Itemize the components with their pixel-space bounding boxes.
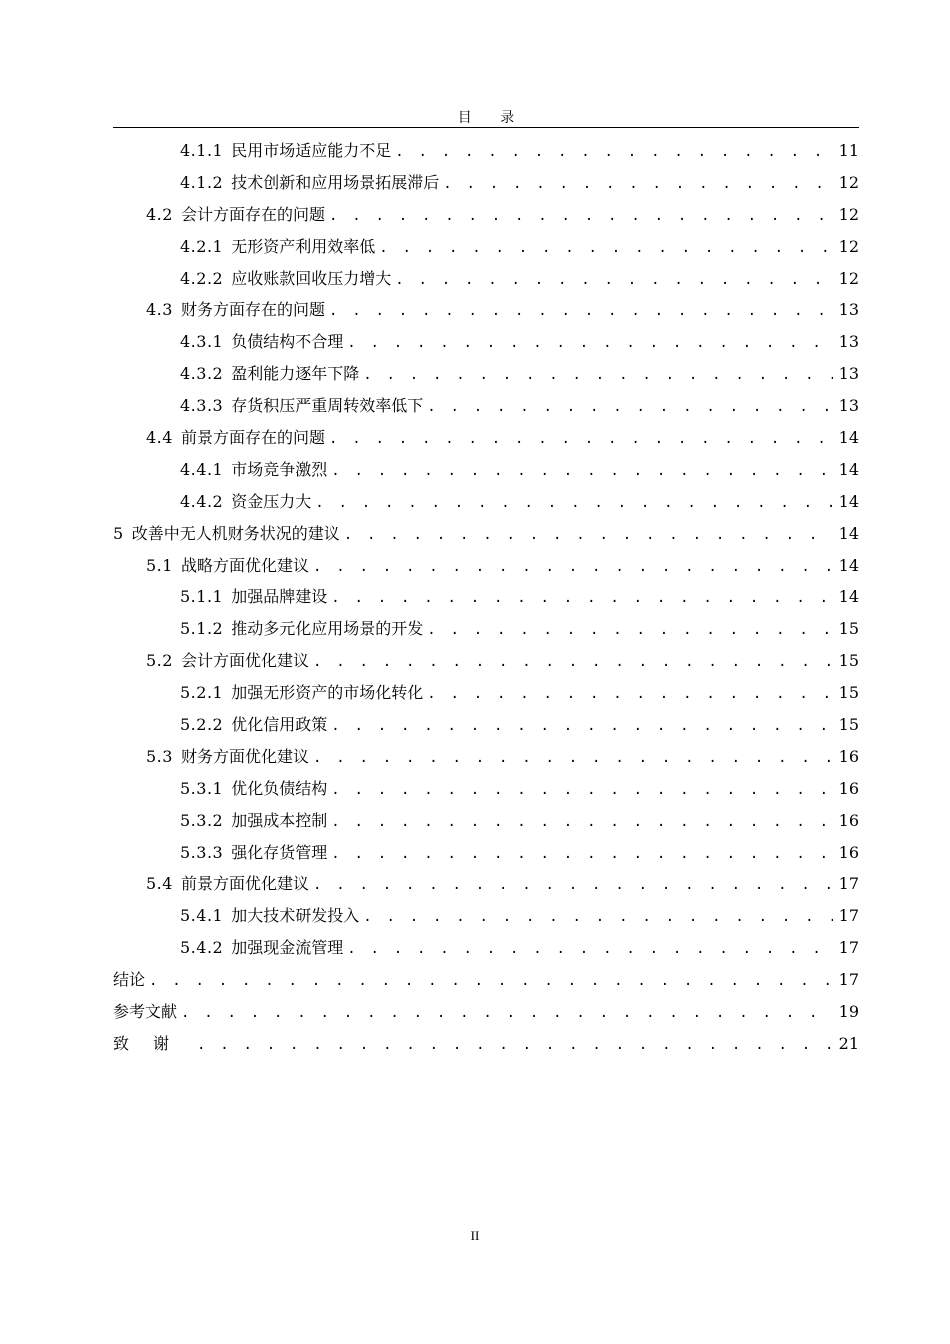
toc-entry-number: 4.3.1 <box>180 332 224 352</box>
toc-entry[interactable] <box>113 903 859 935</box>
toc-entry[interactable] <box>113 361 859 393</box>
toc-entry-page: 16 <box>838 810 859 830</box>
toc-entry[interactable] <box>113 744 859 776</box>
toc-entry-number: 4.4 <box>146 428 173 448</box>
toc-dot-leader <box>363 367 833 383</box>
toc-dot-leader <box>197 1037 833 1053</box>
toc-entry-title: 民用市场适应能力不足 <box>231 141 392 160</box>
toc-entry-title: 加大技术研发投入 <box>231 906 360 926</box>
toc-entry-number: 4.4.1 <box>180 459 224 479</box>
toc-entry[interactable] <box>113 234 859 266</box>
toc-entry-title: 存货积压严重周转效率低下 <box>231 396 424 416</box>
toc-entry-number: 4.4.2 <box>180 491 224 511</box>
toc-entry-title: 资金压力大 <box>231 491 312 511</box>
toc-entry-page: 17 <box>838 970 859 990</box>
toc-entry[interactable] <box>113 425 859 457</box>
toc-entry-number: 4.3.3 <box>180 396 224 416</box>
header-rule <box>113 127 859 128</box>
toc-entry-title: 加强无形资产的市场化转化 <box>231 683 424 703</box>
page-header-title: 目 录 <box>457 110 527 126</box>
toc-dot-leader <box>331 814 833 830</box>
toc-entry-page: 12 <box>838 268 859 288</box>
toc-entry-title: 战略方面优化建议 <box>180 555 309 575</box>
toc-entry[interactable] <box>113 202 859 234</box>
toc-dot-leader <box>427 686 833 702</box>
toc-entry-number: 5.4.1 <box>180 906 224 926</box>
toc-entry-number: 4.2 <box>146 204 173 224</box>
toc-entry-title: 优化负债结构 <box>231 778 328 798</box>
toc-dot-leader <box>427 399 833 415</box>
toc-entry-title: 无形资产利用效率低 <box>231 236 376 256</box>
toc-entry[interactable] <box>113 553 859 585</box>
toc-entry-number: 5.2.2 <box>180 715 224 735</box>
toc-dot-leader <box>331 718 833 734</box>
toc-entry[interactable] <box>113 489 859 521</box>
toc-entry-title: 市场竞争激烈 <box>231 459 328 479</box>
toc-entry-number: 5.3.1 <box>180 778 224 798</box>
toc-dot-leader <box>344 527 833 543</box>
toc-entry-number: 5.1.1 <box>180 587 224 607</box>
toc-entry[interactable] <box>113 297 859 329</box>
toc-dot-leader <box>315 495 833 511</box>
toc-dot-leader <box>181 1005 833 1021</box>
toc-entry-number: 5.2 <box>146 651 173 671</box>
toc-entry-title: 结论 <box>113 970 146 990</box>
toc-entry-number: 5.3 <box>146 746 173 766</box>
toc-dot-leader <box>331 846 833 862</box>
toc-entry-title: 会计方面优化建议 <box>180 651 309 671</box>
toc-entry-page: 11 <box>838 141 859 160</box>
toc-entry-title: 优化信用政策 <box>231 715 328 735</box>
toc-entry-number: 4.3 <box>146 300 173 320</box>
toc-dot-leader <box>329 208 833 224</box>
toc-entry-number: 5.3.2 <box>180 810 224 830</box>
toc-entry-number: 4.2.2 <box>180 268 224 288</box>
toc-entry[interactable] <box>113 393 859 425</box>
toc-entry[interactable] <box>113 266 859 298</box>
toc-entry[interactable] <box>113 999 859 1031</box>
toc-entry-page: 15 <box>838 619 859 639</box>
toc-dot-leader <box>379 240 833 256</box>
toc-entry-page: 17 <box>838 874 859 894</box>
toc-dot-leader <box>395 144 833 160</box>
toc-dot-leader <box>329 303 833 319</box>
toc-entry[interactable] <box>113 648 859 680</box>
toc-entry-page: 14 <box>838 491 859 511</box>
table-of-contents <box>113 138 859 1063</box>
toc-entry[interactable] <box>113 521 859 553</box>
toc-entry[interactable] <box>113 967 859 999</box>
toc-entry-number: 4.1.2 <box>180 172 224 192</box>
toc-entry[interactable] <box>113 616 859 648</box>
toc-entry-title: 强化存货管理 <box>231 842 328 862</box>
toc-entry-page: 12 <box>838 172 859 192</box>
page-number: II <box>470 1228 480 1243</box>
toc-entry-page: 15 <box>838 715 859 735</box>
toc-entry[interactable] <box>113 935 859 967</box>
toc-dot-leader <box>313 877 833 893</box>
toc-entry[interactable] <box>113 170 859 202</box>
toc-entry[interactable] <box>113 329 859 361</box>
toc-entry-number: 4.1.1 <box>180 141 224 160</box>
toc-entry-page: 13 <box>838 364 859 384</box>
toc-entry-page: 14 <box>838 587 859 607</box>
toc-entry-number: 5 <box>113 523 124 543</box>
toc-entry-title: 前景方面优化建议 <box>180 874 309 894</box>
toc-entry-page: 14 <box>838 523 859 543</box>
toc-entry-title: 参考文献 <box>113 1002 178 1022</box>
toc-entry-title: 盈利能力逐年下降 <box>231 364 360 384</box>
toc-entry-page: 17 <box>838 938 859 958</box>
toc-entry-title: 加强成本控制 <box>231 810 328 830</box>
toc-dot-leader <box>347 941 833 957</box>
toc-entry[interactable] <box>113 840 859 872</box>
toc-entry[interactable] <box>113 808 859 840</box>
toc-entry-title: 前景方面存在的问题 <box>180 428 325 448</box>
toc-entry-page: 14 <box>838 428 859 448</box>
toc-dot-leader <box>443 176 833 192</box>
toc-entry-number: 5.3.3 <box>180 842 224 862</box>
toc-entry-page: 16 <box>838 746 859 766</box>
toc-entry-title: 加强品牌建设 <box>231 587 328 607</box>
toc-entry-title: 会计方面存在的问题 <box>180 204 325 224</box>
toc-entry[interactable] <box>113 138 859 170</box>
toc-entry-title: 加强现金流管理 <box>231 938 344 958</box>
toc-entry-title: 改善中无人机财务状况的建议 <box>131 523 340 543</box>
toc-entry[interactable] <box>113 712 859 744</box>
toc-dot-leader <box>395 272 833 288</box>
toc-entry-number: 4.2.1 <box>180 236 224 256</box>
toc-entry[interactable] <box>113 1031 859 1063</box>
toc-dot-leader <box>149 973 833 989</box>
toc-entry-number: 5.1.2 <box>180 619 224 639</box>
toc-entry[interactable] <box>113 776 859 808</box>
toc-entry-page: 13 <box>838 300 859 320</box>
toc-entry-page: 12 <box>838 204 859 224</box>
toc-entry-title: 应收账款回收压力增大 <box>231 268 392 288</box>
toc-entry[interactable] <box>113 871 859 903</box>
toc-entry-page: 16 <box>838 842 859 862</box>
toc-entry-number: 5.1 <box>146 555 173 575</box>
toc-entry-number: 5.4.2 <box>180 938 224 958</box>
toc-entry-page: 15 <box>838 651 859 671</box>
toc-dot-leader <box>331 463 833 479</box>
toc-entry-page: 19 <box>838 1002 859 1022</box>
toc-entry-page: 21 <box>838 1033 859 1053</box>
toc-entry-title: 致谢 <box>113 1033 194 1053</box>
toc-entry-title: 财务方面存在的问题 <box>180 300 325 320</box>
toc-entry-page: 13 <box>838 396 859 416</box>
toc-entry-title: 技术创新和应用场景拓展滞后 <box>231 172 440 192</box>
toc-entry[interactable] <box>113 584 859 616</box>
toc-entry-page: 12 <box>838 236 859 256</box>
toc-entry[interactable] <box>113 457 859 489</box>
toc-dot-leader <box>331 590 833 606</box>
toc-dot-leader <box>427 622 833 638</box>
toc-dot-leader <box>313 750 833 766</box>
toc-entry-page: 15 <box>838 683 859 703</box>
toc-entry-page: 16 <box>838 778 859 798</box>
toc-dot-leader <box>347 335 833 351</box>
toc-entry-title: 负债结构不合理 <box>231 332 344 352</box>
toc-entry-page: 14 <box>838 555 859 575</box>
toc-entry-title: 推动多元化应用场景的开发 <box>231 619 424 639</box>
toc-dot-leader <box>329 431 833 447</box>
toc-dot-leader <box>363 909 833 925</box>
toc-entry[interactable] <box>113 680 859 712</box>
toc-entry-number: 5.2.1 <box>180 683 224 703</box>
toc-entry-page: 17 <box>838 906 859 926</box>
toc-entry-number: 5.4 <box>146 874 173 894</box>
toc-dot-leader <box>331 782 833 798</box>
toc-entry-page: 13 <box>838 332 859 352</box>
toc-entry-page: 14 <box>838 459 859 479</box>
toc-entry-number: 4.3.2 <box>180 364 224 384</box>
toc-dot-leader <box>313 559 833 575</box>
toc-dot-leader <box>313 654 833 670</box>
toc-entry-title: 财务方面优化建议 <box>180 746 309 766</box>
